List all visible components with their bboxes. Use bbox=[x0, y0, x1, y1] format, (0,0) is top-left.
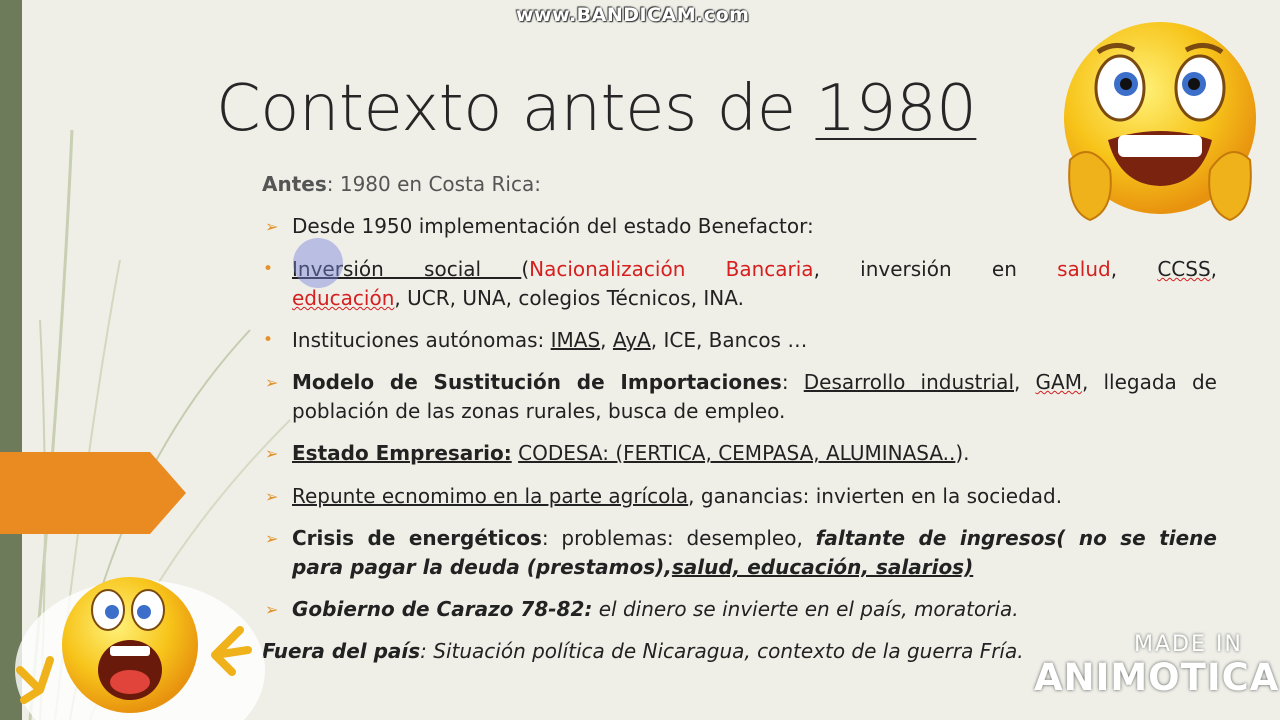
arrow-bullet-icon: ➢ bbox=[265, 444, 279, 463]
codesa-text: CODESA: (FERTICA, CEMPASA, ALUMINASA.. bbox=[518, 441, 956, 465]
title-year: 1980 bbox=[815, 72, 977, 146]
gam-text: GAM bbox=[1035, 370, 1082, 394]
dot-bullet-icon: • bbox=[263, 259, 274, 279]
crisis-label: Crisis de energéticos bbox=[292, 526, 542, 550]
imas-text: IMAS bbox=[550, 328, 601, 352]
close-text: ). bbox=[955, 441, 970, 465]
ccss-text: CCSS bbox=[1157, 257, 1211, 281]
inversion-social-label: Inversión social bbox=[292, 257, 522, 281]
ganancias-text: , ganancias: invierten en la sociedad. bbox=[688, 484, 1063, 508]
arrow-bullet-icon: ➢ bbox=[265, 487, 279, 506]
title-main: Contexto antes de bbox=[216, 72, 816, 146]
salud-educacion-text: salud, educación, salarios) bbox=[671, 555, 974, 579]
outro-line bbox=[262, 637, 1024, 666]
item-line-2 bbox=[292, 286, 744, 310]
pointer-highlight bbox=[293, 238, 343, 288]
repunte-text: Repunte ecnomimo en la parte agrícola bbox=[292, 484, 689, 508]
item-text: Desde 1950 implementación del estado Benefactor: bbox=[292, 214, 814, 238]
instituciones-label: Instituciones autónomas: bbox=[292, 328, 551, 352]
slide-title bbox=[216, 72, 976, 146]
arrow-bullet-icon: ➢ bbox=[265, 529, 279, 548]
orange-arrow-shape bbox=[0, 452, 186, 534]
institutions-text: , UCR, UNA, colegios Técnicos, INA. bbox=[394, 286, 744, 310]
sep: , bbox=[600, 328, 613, 352]
colon: : bbox=[781, 370, 804, 394]
animotica-watermark: ANIMOTICA bbox=[1034, 656, 1280, 699]
item-line-1 bbox=[292, 524, 1217, 553]
carazo-label: Gobierno de Carazo 78-82: bbox=[292, 597, 593, 621]
item-line-2: población de las zonas rurales, busca de empleo. bbox=[292, 399, 786, 423]
faltante-text: faltante de ingresos( no se tiene bbox=[815, 526, 1217, 550]
desarrollo-text: Desarrollo industrial bbox=[803, 370, 1014, 394]
item-line-2 bbox=[292, 555, 973, 579]
intro-label: Antes bbox=[262, 172, 327, 196]
nacionalizacion-text: Nacionalización Bancaria bbox=[529, 257, 814, 281]
worried-emoji-icon bbox=[1060, 10, 1260, 230]
ice-bancos-text: , ICE, Bancos … bbox=[650, 328, 808, 352]
item-line-1 bbox=[292, 368, 1217, 397]
aya-text: AyA bbox=[612, 328, 651, 352]
sep: , bbox=[1110, 257, 1158, 281]
made-in-watermark: MADE IN bbox=[1134, 632, 1243, 657]
dot-bullet-icon: • bbox=[263, 330, 274, 350]
comma: , bbox=[1210, 257, 1217, 281]
educacion-text: educación bbox=[292, 286, 395, 310]
item-line-1 bbox=[292, 255, 1217, 284]
screaming-emoji-icon bbox=[10, 560, 270, 720]
problemas-text: : problemas: desempleo, bbox=[541, 526, 816, 550]
carazo-text: el dinero se invierte en el país, moratoria. bbox=[592, 597, 1019, 621]
bandicam-watermark: www.BANDICAM.com bbox=[516, 4, 750, 26]
fuera-label: Fuera del país bbox=[262, 639, 421, 663]
deuda-text: para pagar la deuda (prestamos), bbox=[292, 555, 672, 579]
fuera-text: : Situación política de Nicaragua, contexto de la guerra Fría. bbox=[420, 639, 1024, 663]
intro-text: : 1980 en Costa Rica: bbox=[326, 172, 541, 196]
intro-line bbox=[262, 170, 541, 199]
inversion-text: , inversión en bbox=[813, 257, 1058, 281]
arrow-bullet-icon: ➢ bbox=[265, 217, 279, 236]
salud-text: salud bbox=[1057, 257, 1111, 281]
arrow-bullet-icon: ➢ bbox=[265, 373, 279, 392]
paren: ( bbox=[521, 257, 530, 281]
estado-label: Estado Empresario: bbox=[292, 441, 512, 465]
llegada-text: , llegada de bbox=[1081, 370, 1217, 394]
modelo-label: Modelo de Sustitución de Importaciones bbox=[292, 370, 782, 394]
sep: , bbox=[1014, 370, 1036, 394]
arrow-bullet-icon: ➢ bbox=[265, 600, 279, 619]
